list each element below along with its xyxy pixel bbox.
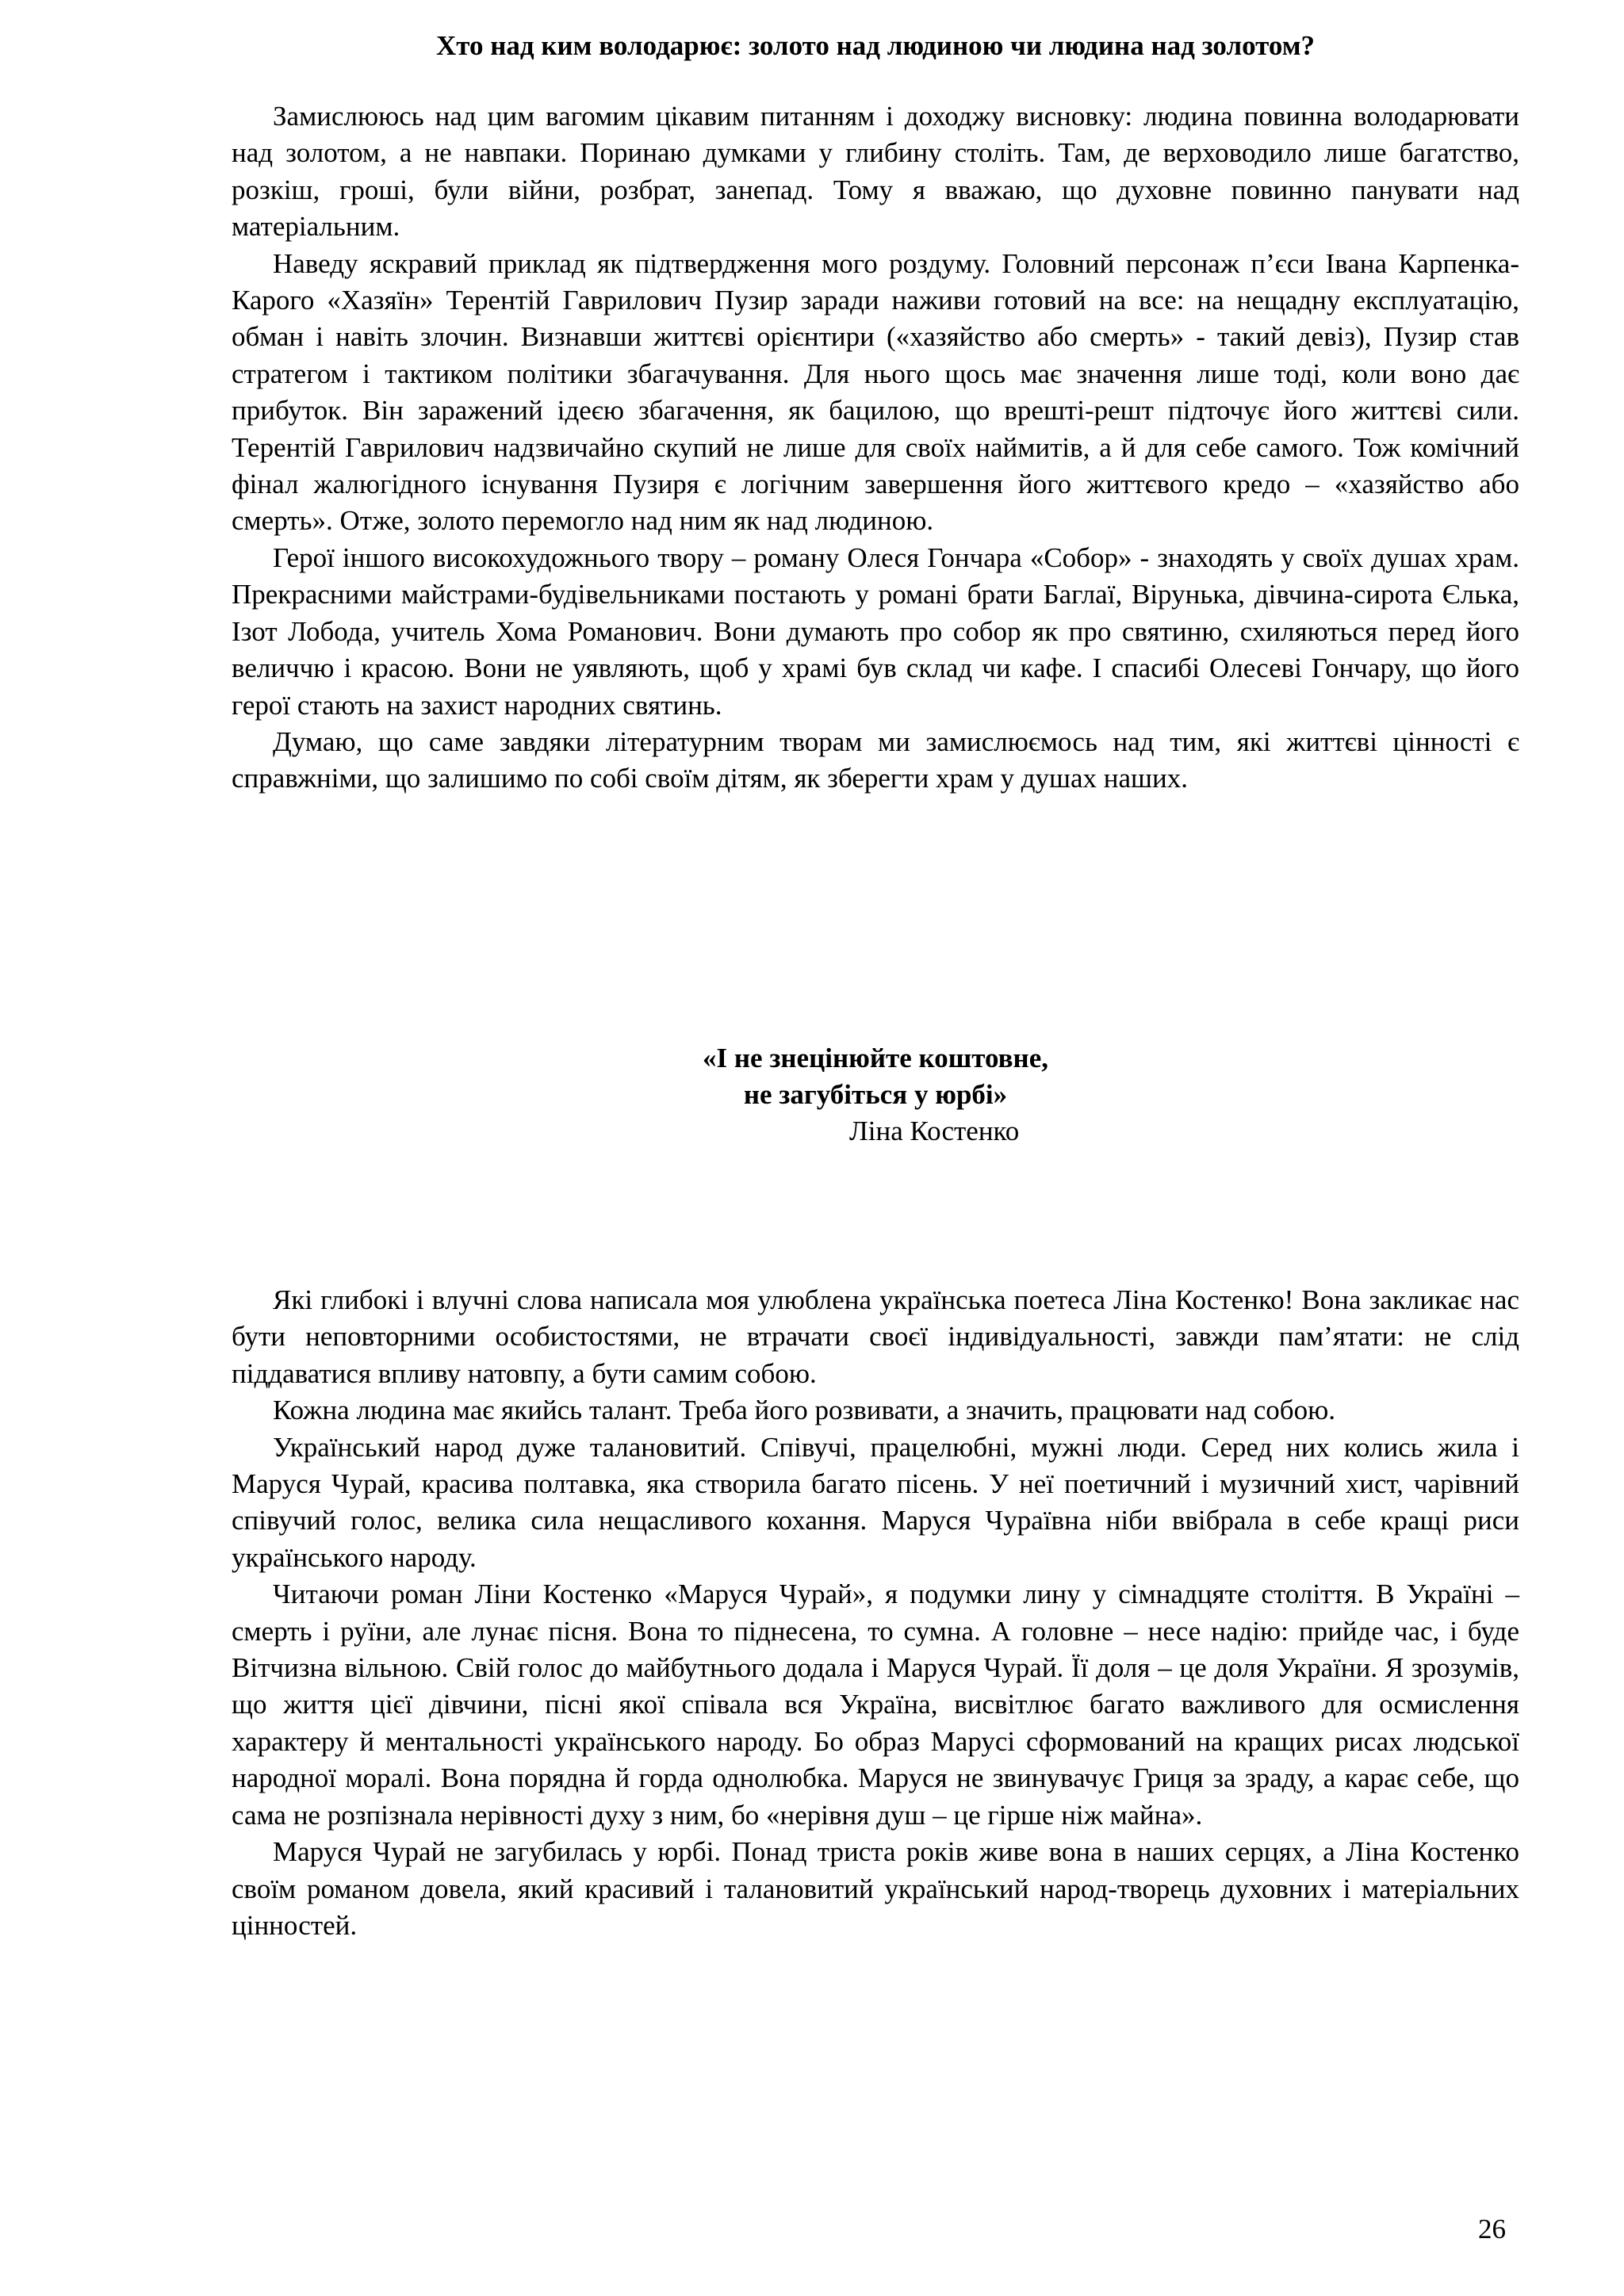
essay1-paragraph: Замислююсь над цим вагомим цікавим питанням і доходжу висновку: людина повинна володарювати над золотом, а не навпаки. Поринаю думками у глибину століть. Там, де верховодило лише багатство, розкіш, гроші, були війни, розбрат, занепад. Тому я вважаю, що духовне повинно панувати над матеріальним. <box>232 101 1519 243</box>
epigraph-author: Ліна Костенко <box>849 1115 1020 1146</box>
essay1-paragraph: Наведу яскравий приклад як підтвердження мого роздуму. Головний персонаж п’єси Івана Карпенка-Карого «Хазяїн» Терентій Гаврилович Пузир заради наживи готовий на все: на нещадну експлуатацію, обман і навіть злочин. Визнавши життєві орієнтири («хазяйство або смерть» - такий девіз), Пузир став стратегом і тактиком політики збагачування. Для нього щось має значення лише тоді, коли воно дає прибуток. Він заражений ідеєю збагачення, як бацилою, що врешті-решт підточує його життєві сили. Терентій Гаврилович надзвичайно скупий не лише для своїх наймитів, а й для себе самого. Тож комічний фінал жалюгідного існування Пузиря є логічним завершення його життєвого кредо – «хазяйство або смерть». Отже, золото перемогло над ним як над людиною. <box>232 247 1519 537</box>
essay2-epigraph <box>232 1040 1519 1150</box>
page-number: 26 <box>1478 2214 1506 2244</box>
essay1-paragraph: Герої іншого високохудожнього твору – роману Олеся Гончара «Собор» - знаходять у своїх душах храм. Прекрасними майстрами-будівельниками постають у романі брати Баглаї, Вірунька, дівчина-сирота Єлька, Ізот Лобода, учитель Хома Романович. Вони думають про собор як про святиню, схиляються перед його величчю і красою. Вони не уявляють, щоб у храмі був склад чи кафе. І спасибі Олесеві Гончару, що його герої стають на захист народних святинь. <box>232 541 1519 721</box>
essay2-paragraph: Український народ дуже талановитий. Співучі, працелюбні, мужні люди. Серед них колись жила і Маруся Чурай, красива полтавка, яка створила багато пісень. У неї поетичний і музичний хист, чарівний співучий голос, велика сила нещасливого кохання. Маруся Чураївна ніби ввібрала в себе кращі риси українського народу. <box>232 1431 1519 1573</box>
essay2-paragraph: Маруся Чурай не загубилась у юрбі. Понад триста років живе вона в наших серцях, а Ліна Костенко своїм романом довела, який красивий і талановитий український народ-творець духовних і матеріальних цінностей. <box>232 1836 1519 1941</box>
essay2-paragraph: Кожна людина має якийсь талант. Треба його розвивати, а значить, працювати над собою. <box>273 1395 1335 1426</box>
essay1-body <box>232 98 1519 798</box>
epigraph-line-2: не загубіться у юрбі» <box>743 1079 1008 1110</box>
essay2-paragraph: Читаючи роман Ліни Костенко «Маруся Чурай», я подумки лину у сімнадцяте століття. В Україні – смерть і руїни, але лунає пісня. Вона то піднесена, то сумна. А головне – несе надію: прийде час, і буде Вітчизна вільною. Свій голос до майбутнього додала і Маруся Чурай. Її доля – це доля України. Я зрозумів, що життя цієї дівчини, пісні якої співала вся Україна, висвітлює багато важливого для осмислення характеру й ментальності українського народу. Бо образ Марусі сформований на кращих рисах людської народної моралі. Вона порядна й горда однолюбка. Маруся не звинувачує Гриця за зраду, а карає себе, що сама не розпізнала нерівності духу з ним, бо «нерівня душ – це гірше ніж майна». <box>232 1578 1519 1831</box>
essay2-body <box>232 1282 1519 1944</box>
epigraph-line-1: «І не знецінюйте коштовне, <box>703 1043 1048 1073</box>
essay1-title: Хто над ким володарює: золото над людиною чи людина над золотом? <box>435 30 1316 61</box>
essay2-paragraph: Які глибокі і влучні слова написала моя улюблена українська поетеса Ліна Костенко! Вона закликає нас бути неповторними особистостями, не втрачати своєї індивідуальності, завжди пам’ятати: не слід піддаватися впливу натовпу, а бути самим собою. <box>232 1284 1519 1389</box>
essay1-paragraph: Думаю, що саме завдяки літературним творам ми замислюємось над тим, які життєві цінності є справжніми, що залишимо по собі своїм дітям, як зберегти храм у душах наших. <box>232 725 1519 794</box>
